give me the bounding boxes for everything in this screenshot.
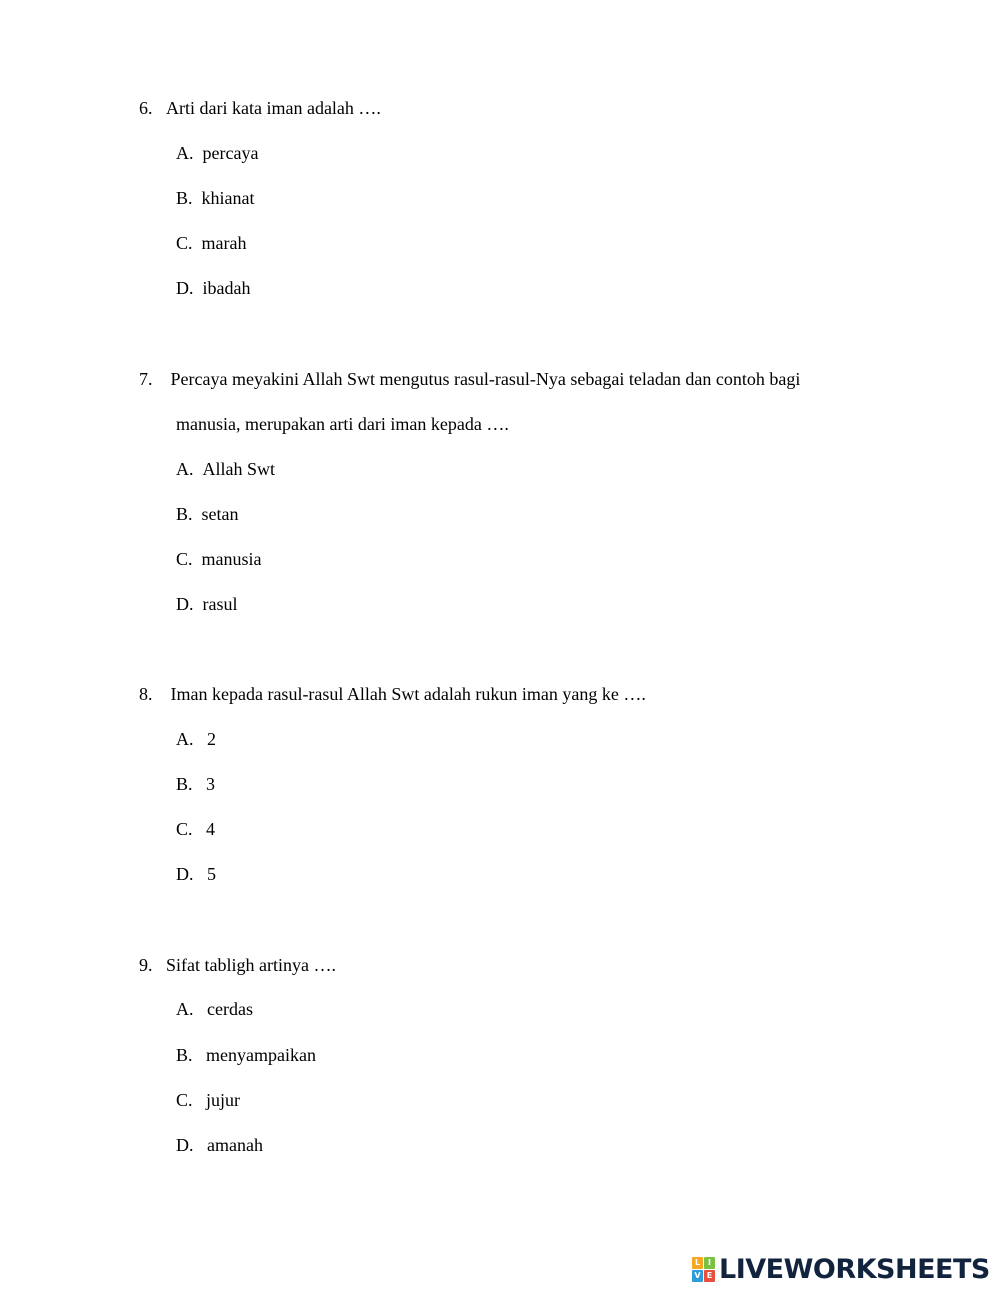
option-letter: B. xyxy=(176,188,193,208)
question-8-option-b[interactable] xyxy=(176,773,215,795)
question-6-option-c[interactable] xyxy=(176,232,247,254)
question-8-option-a[interactable] xyxy=(176,728,216,750)
question-number: 9. xyxy=(139,955,153,975)
liveworksheets-logo xyxy=(692,1254,990,1286)
option-letter: D. xyxy=(176,864,194,884)
option-letter: D. xyxy=(176,1135,194,1155)
option-text: menyampaikan xyxy=(206,1045,316,1065)
option-text: percaya xyxy=(202,143,259,163)
question-text: Percaya meyakini Allah Swt mengutus rasul-rasul-Nya sebagai teladan dan contoh bagi xyxy=(170,369,801,389)
option-text: ibadah xyxy=(202,278,251,298)
question-7-option-a[interactable] xyxy=(176,458,275,480)
question-number: 8. xyxy=(139,684,153,704)
option-text: amanah xyxy=(207,1135,263,1155)
question-number: 7. xyxy=(139,369,153,389)
logo-mark-e: E xyxy=(704,1270,715,1282)
question-8-option-c[interactable] xyxy=(176,818,215,840)
question-6-option-a[interactable] xyxy=(176,142,258,164)
option-text: rasul xyxy=(202,594,238,614)
question-9-option-c[interactable] xyxy=(176,1089,240,1111)
question-text: Iman kepada rasul-rasul Allah Swt adalah rukun iman yang ke …. xyxy=(170,684,646,704)
option-letter: A. xyxy=(176,143,194,163)
option-text: 2 xyxy=(207,729,216,749)
question-6-option-d[interactable] xyxy=(176,277,250,299)
option-letter: D. xyxy=(176,594,194,614)
option-text: 3 xyxy=(206,774,216,794)
question-9-option-d[interactable] xyxy=(176,1134,263,1156)
option-letter: B. xyxy=(176,774,193,794)
question-7-text-line-2: manusia, merupakan arti dari iman kepada …. xyxy=(176,414,509,434)
logo-mark-i: I xyxy=(704,1257,715,1269)
question-6 xyxy=(139,97,381,119)
question-9-option-b[interactable] xyxy=(176,1044,316,1066)
option-text: Allah Swt xyxy=(202,459,276,479)
logo-text: LIVEWORKSHEETS xyxy=(719,1254,990,1285)
option-letter: C. xyxy=(176,233,193,253)
option-letter: C. xyxy=(176,549,193,569)
logo-mark-l: L xyxy=(692,1257,703,1269)
question-7-option-c[interactable] xyxy=(176,548,262,570)
option-letter: A. xyxy=(176,729,194,749)
option-text: manusia xyxy=(201,549,262,569)
option-text: khianat xyxy=(201,188,255,208)
option-letter: A. xyxy=(176,459,194,479)
question-7-option-d[interactable] xyxy=(176,593,238,615)
question-8 xyxy=(139,683,646,705)
option-text: setan xyxy=(201,504,239,524)
option-text: cerdas xyxy=(207,999,253,1019)
option-letter: B. xyxy=(176,1045,193,1065)
question-9-option-a[interactable] xyxy=(176,998,253,1020)
option-letter: D. xyxy=(176,278,194,298)
option-letter: C. xyxy=(176,1090,193,1110)
question-6-option-b[interactable] xyxy=(176,187,255,209)
question-8-option-d[interactable] xyxy=(176,863,216,885)
option-letter: C. xyxy=(176,819,193,839)
liveworksheets-logo-icon xyxy=(692,1257,716,1283)
question-7 xyxy=(139,368,800,390)
option-text: 5 xyxy=(207,864,216,884)
question-text: Arti dari kata iman adalah …. xyxy=(166,98,381,118)
option-text: marah xyxy=(201,233,247,253)
question-9 xyxy=(139,954,336,976)
option-text: jujur xyxy=(206,1090,241,1110)
option-text: 4 xyxy=(206,819,216,839)
option-letter: B. xyxy=(176,504,193,524)
option-letter: A. xyxy=(176,999,194,1019)
question-number: 6. xyxy=(139,98,153,118)
logo-mark-v: V xyxy=(692,1270,703,1282)
question-7-option-b[interactable] xyxy=(176,503,239,525)
question-text: Sifat tabligh artinya …. xyxy=(166,955,336,975)
